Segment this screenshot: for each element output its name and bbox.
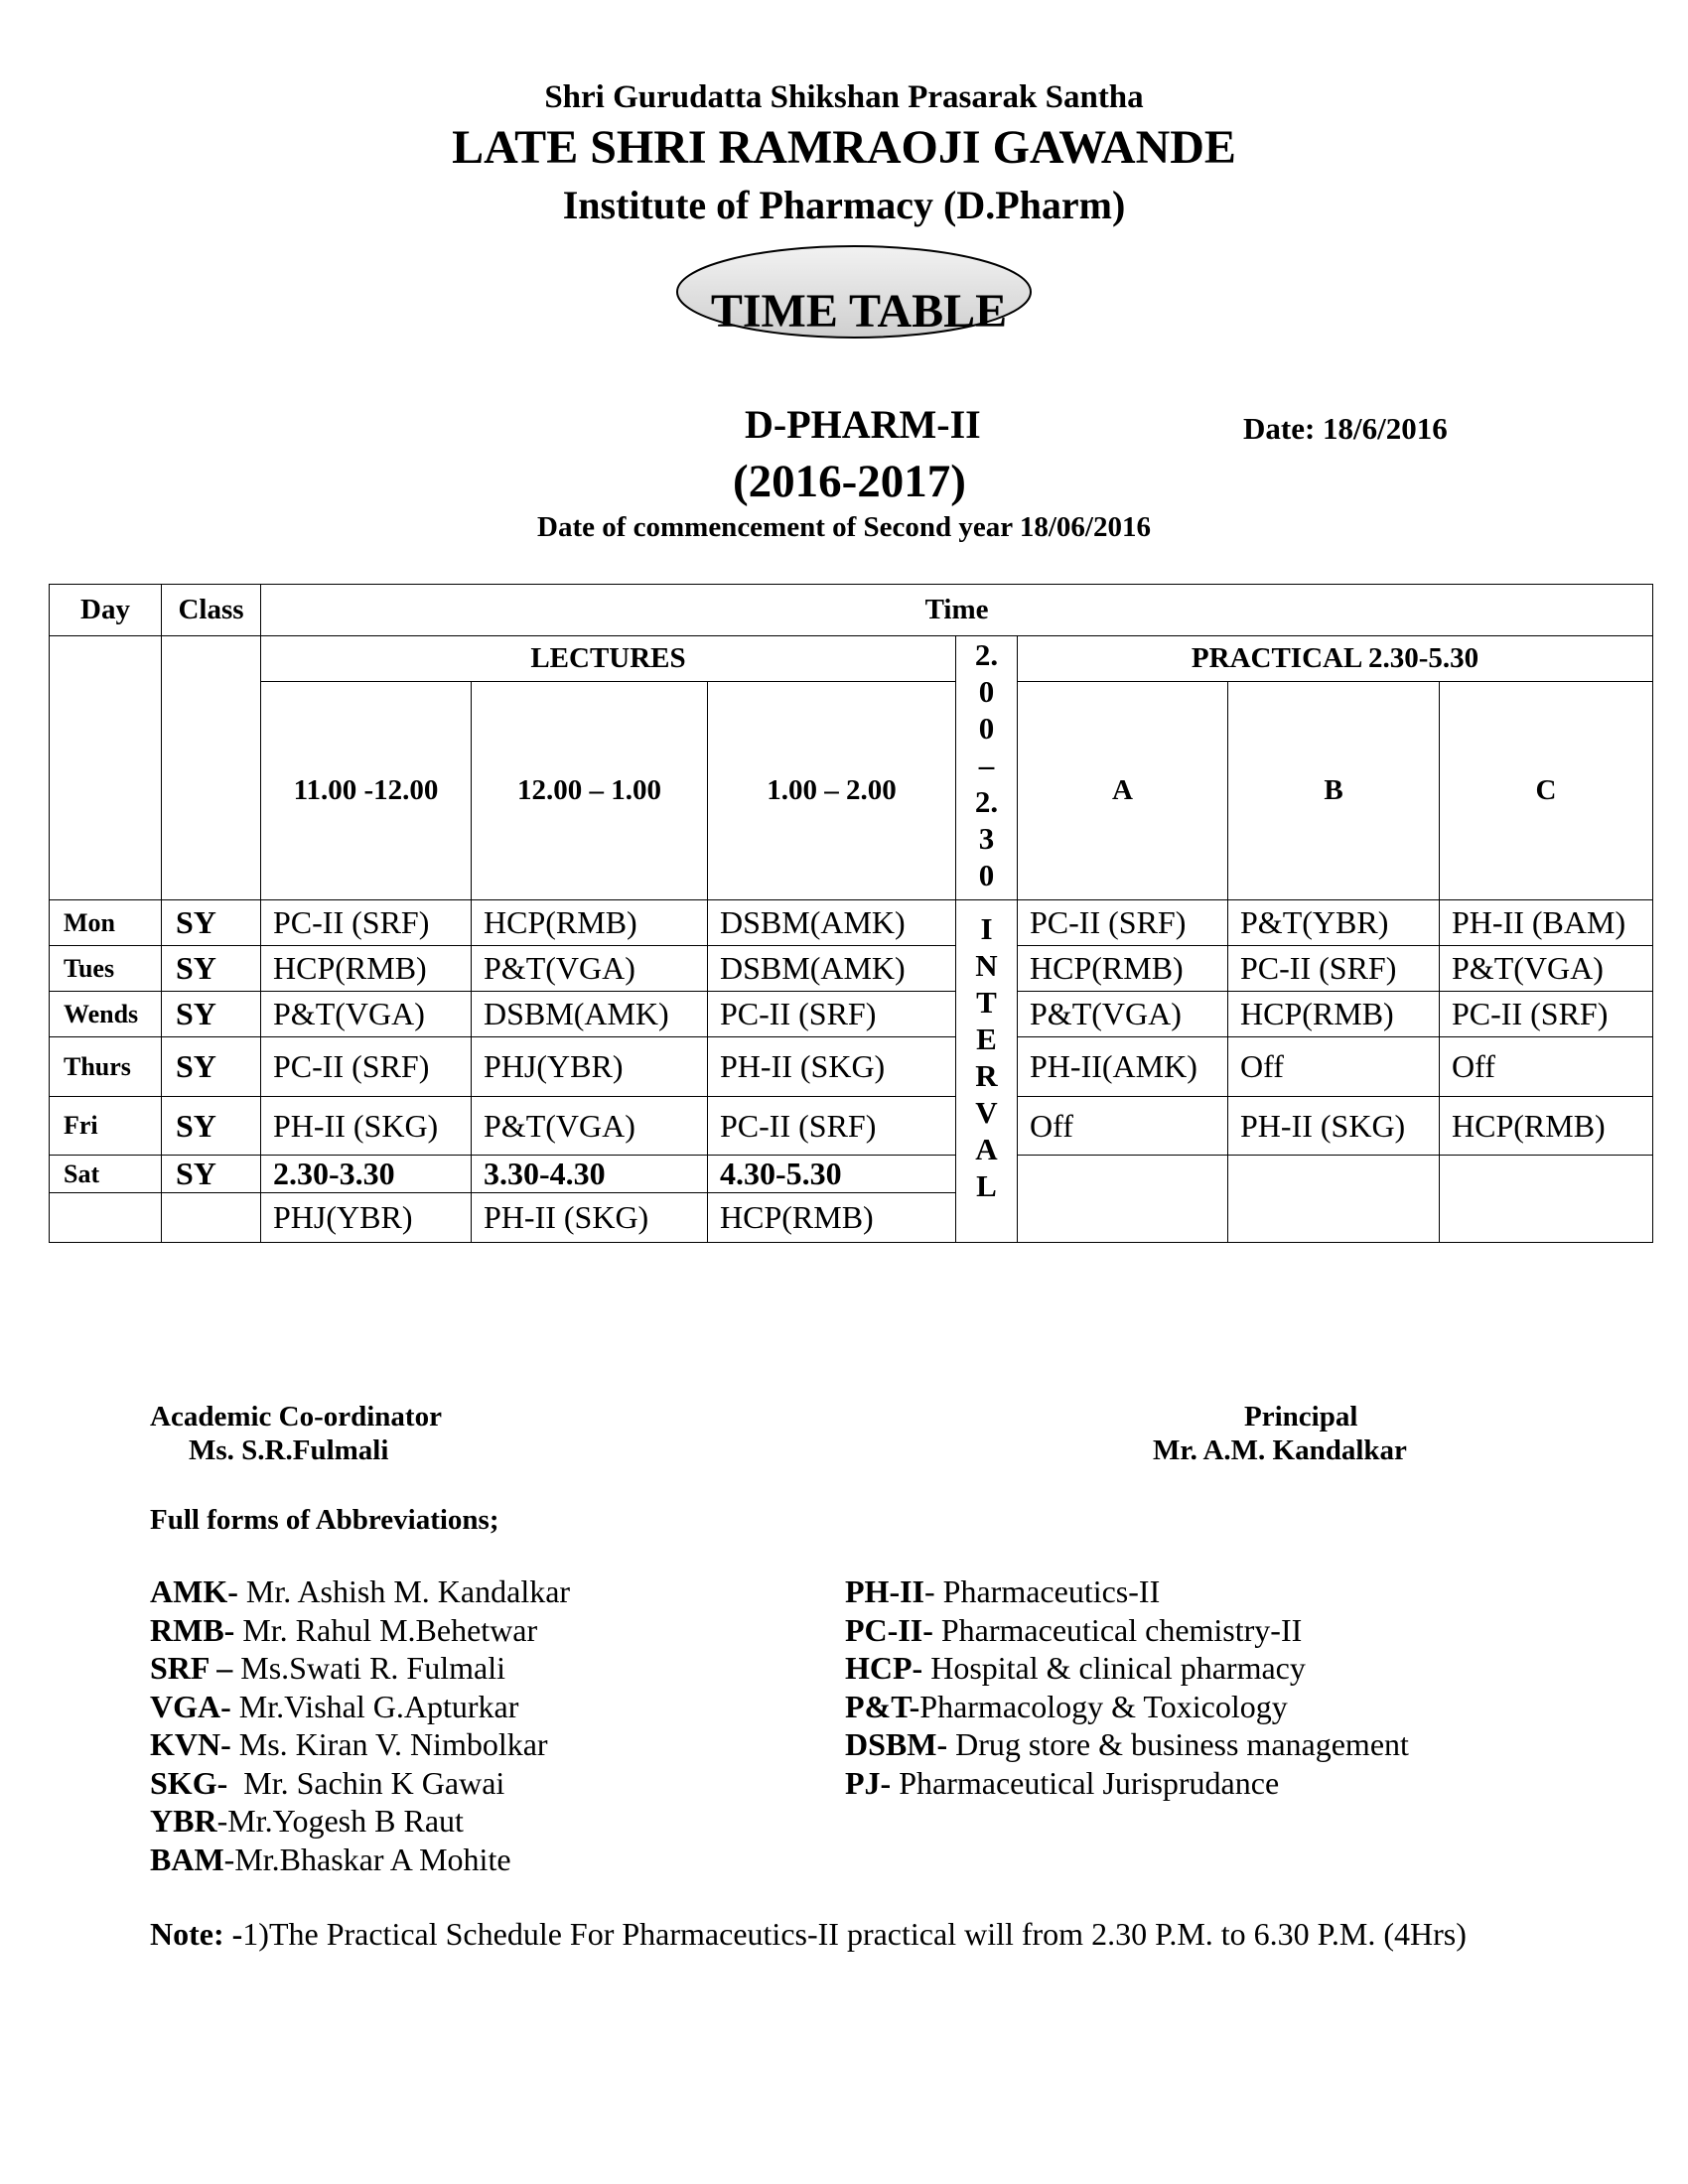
organization-name: Shri Gurudatta Shikshan Prasarak Santha bbox=[544, 79, 1144, 115]
practical-batch-c: C bbox=[1440, 682, 1653, 900]
interval-time-char: 0 bbox=[978, 711, 995, 746]
abbreviation-code: KVN- bbox=[150, 1726, 231, 1762]
abbreviation-separator bbox=[933, 1612, 941, 1648]
abbreviation-item bbox=[150, 1688, 570, 1726]
empty-practical-cell bbox=[1440, 1156, 1653, 1243]
abbreviation-full: -Mr.Bhaskar A Mohite bbox=[223, 1841, 511, 1877]
course-name: D-PHARM-II bbox=[745, 402, 981, 447]
abbreviation-code: DSBM- bbox=[845, 1726, 948, 1762]
practical-cell: Off bbox=[1440, 1037, 1653, 1097]
abbreviation-item bbox=[845, 1725, 1409, 1764]
note-label: Note: - bbox=[150, 1916, 243, 1952]
lecture-cell: PHJ(YBR) bbox=[261, 1193, 472, 1243]
abbreviation-full: Mr. Rahul M.Behetwar bbox=[242, 1611, 538, 1648]
abbreviation-code: PC-II- bbox=[845, 1611, 933, 1648]
class-cell: SY bbox=[162, 1156, 261, 1193]
abbreviation-separator bbox=[947, 1726, 955, 1762]
interval-char: V bbox=[975, 1095, 998, 1130]
timetable bbox=[49, 584, 1653, 1243]
day-cell: Wends bbox=[50, 992, 162, 1037]
abbreviation-code: PH-II bbox=[845, 1573, 924, 1609]
abbreviation-separator bbox=[231, 1726, 239, 1762]
abbreviation-full: Pharmaceutical chemistry-II bbox=[940, 1611, 1303, 1648]
table-row-saturday bbox=[50, 1156, 1653, 1193]
lecture-slot-3: 1.00 – 2.00 bbox=[708, 682, 956, 900]
note-text: 1)The Practical Schedule For Pharmaceutics-II practical will from 2.30 P.M. to 6.30 P.M. (4Hrs) bbox=[242, 1916, 1467, 1952]
header-day: Day bbox=[50, 585, 162, 636]
abbreviation-item bbox=[845, 1572, 1409, 1611]
practical-cell: P&T(VGA) bbox=[1440, 946, 1653, 992]
abbreviation-item bbox=[845, 1688, 1409, 1726]
abbreviation-code: YBR bbox=[150, 1803, 217, 1839]
practical-cell: PC-II (SRF) bbox=[1228, 946, 1440, 992]
practical-cell: P&T(YBR) bbox=[1228, 900, 1440, 946]
abbreviation-item bbox=[150, 1764, 570, 1803]
lecture-cell: HCP(RMB) bbox=[708, 1193, 956, 1243]
table-row bbox=[50, 1037, 1653, 1097]
institute-subtitle: Institute of Pharmacy (D.Pharm) bbox=[562, 183, 1126, 227]
abbreviation-item bbox=[150, 1572, 570, 1611]
abbreviation-code: PJ- bbox=[845, 1764, 892, 1801]
abbreviation-separator bbox=[227, 1765, 243, 1801]
commencement-date: Date of commencement of Second year 18/06/2016 bbox=[537, 511, 1151, 543]
abbreviation-full: -Mr.Yogesh B Raut bbox=[216, 1803, 464, 1839]
subject-abbreviations bbox=[845, 1572, 1409, 1802]
abbreviation-item bbox=[845, 1611, 1409, 1650]
empty-class-cell bbox=[162, 1193, 261, 1243]
practical-cell: HCP(RMB) bbox=[1228, 992, 1440, 1037]
interval-char: L bbox=[976, 1168, 997, 1203]
lecture-cell: P&T(VGA) bbox=[472, 946, 708, 992]
abbreviation-full: Mr.Vishal G.Apturkar bbox=[238, 1688, 519, 1724]
abbreviation-code: RMB- bbox=[150, 1611, 235, 1648]
abbreviation-full: Hospital & clinical pharmacy bbox=[930, 1650, 1306, 1686]
interval-char: A bbox=[975, 1132, 998, 1166]
coordinator-title: Academic Co-ordinator bbox=[150, 1401, 442, 1433]
saturday-time-cell: 2.30-3.30 bbox=[261, 1156, 472, 1193]
practical-cell: HCP(RMB) bbox=[1440, 1097, 1653, 1156]
practical-cell: Off bbox=[1018, 1097, 1228, 1156]
saturday-time-cell: 3.30-4.30 bbox=[472, 1156, 708, 1193]
practical-cell: P&T(VGA) bbox=[1018, 992, 1228, 1037]
table-row bbox=[50, 1097, 1653, 1156]
abbreviation-item bbox=[845, 1649, 1409, 1688]
header-class-spacer bbox=[162, 636, 261, 900]
class-cell: SY bbox=[162, 900, 261, 946]
lecture-slot-2: 12.00 – 1.00 bbox=[472, 682, 708, 900]
class-cell: SY bbox=[162, 1097, 261, 1156]
principal-name: Mr. A.M. Kandalkar bbox=[1153, 1434, 1407, 1466]
abbreviation-item bbox=[845, 1764, 1409, 1803]
lecture-cell: PHJ(YBR) bbox=[472, 1037, 708, 1097]
interval-time-char: 2. bbox=[974, 637, 999, 672]
interval-time-char: 2. bbox=[974, 784, 999, 819]
abbreviation-code: SRF – bbox=[150, 1650, 233, 1686]
note bbox=[150, 1916, 1467, 1953]
practical-cell: PH-II (SKG) bbox=[1228, 1097, 1440, 1156]
coordinator-name: Ms. S.R.Fulmali bbox=[189, 1434, 389, 1466]
interval-char: R bbox=[975, 1058, 998, 1093]
abbreviation-item bbox=[150, 1649, 570, 1688]
lecture-cell: PC-II (SRF) bbox=[261, 900, 472, 946]
abbreviation-separator bbox=[922, 1650, 930, 1686]
abbreviation-full: Mr. Ashish M. Kandalkar bbox=[245, 1573, 571, 1609]
empty-day-cell bbox=[50, 1193, 162, 1243]
class-cell: SY bbox=[162, 992, 261, 1037]
faculty-abbreviations bbox=[150, 1572, 570, 1878]
abbreviation-full: Drug store & business management bbox=[955, 1726, 1409, 1762]
lecture-cell: PH-II (SKG) bbox=[472, 1193, 708, 1243]
header-time: Time bbox=[261, 585, 1653, 636]
table-row bbox=[50, 900, 1653, 946]
abbreviation-full: Pharmacology & Toxicology bbox=[919, 1688, 1288, 1724]
header-class: Class bbox=[162, 585, 261, 636]
practical-cell: PH-II(AMK) bbox=[1018, 1037, 1228, 1097]
interval-char: N bbox=[975, 948, 998, 983]
lecture-cell: DSBM(AMK) bbox=[708, 900, 956, 946]
academic-session: (2016-2017) bbox=[733, 456, 966, 507]
abbreviation-item bbox=[150, 1725, 570, 1764]
day-cell: Tues bbox=[50, 946, 162, 992]
day-cell: Thurs bbox=[50, 1037, 162, 1097]
lecture-cell: PC-II (SRF) bbox=[708, 992, 956, 1037]
abbreviation-code: P&T- bbox=[845, 1688, 920, 1724]
lecture-cell: HCP(RMB) bbox=[261, 946, 472, 992]
saturday-time-cell: 4.30-5.30 bbox=[708, 1156, 956, 1193]
abbreviation-full: Mr. Sachin K Gawai bbox=[243, 1764, 505, 1801]
practical-cell: PC-II (SRF) bbox=[1018, 900, 1228, 946]
lecture-cell: PH-II (SKG) bbox=[708, 1037, 956, 1097]
abbreviation-separator bbox=[231, 1689, 239, 1724]
document-date: Date: 18/6/2016 bbox=[1243, 411, 1448, 446]
interval-time-char: – bbox=[978, 748, 995, 782]
abbreviation-item bbox=[150, 1841, 570, 1879]
day-cell: Mon bbox=[50, 900, 162, 946]
abbreviation-separator bbox=[891, 1765, 899, 1801]
practical-batch-b: B bbox=[1228, 682, 1440, 900]
lecture-cell: DSBM(AMK) bbox=[472, 992, 708, 1037]
institute-name: LATE SHRI RAMRAOJI GAWANDE bbox=[452, 121, 1236, 174]
table-row bbox=[50, 946, 1653, 992]
abbreviation-full: - Pharmaceutics-II bbox=[924, 1573, 1161, 1609]
abbreviation-code: VGA- bbox=[150, 1688, 231, 1724]
principal-title: Principal bbox=[1244, 1401, 1358, 1433]
practical-cell: HCP(RMB) bbox=[1018, 946, 1228, 992]
abbreviation-full: Ms.Swati R. Fulmali bbox=[240, 1650, 505, 1686]
abbreviation-full: Pharmaceutical Jurisprudance bbox=[899, 1764, 1280, 1801]
practical-cell: Off bbox=[1228, 1037, 1440, 1097]
abbreviation-code: AMK- bbox=[150, 1573, 238, 1609]
class-cell: SY bbox=[162, 946, 261, 992]
empty-practical-cell bbox=[1018, 1156, 1228, 1243]
header-practical: PRACTICAL 2.30-5.30 bbox=[1018, 636, 1653, 682]
interval-char: E bbox=[976, 1022, 997, 1056]
class-cell: SY bbox=[162, 1037, 261, 1097]
lecture-cell: HCP(RMB) bbox=[472, 900, 708, 946]
interval-time bbox=[956, 636, 1017, 893]
lecture-cell: PC-II (SRF) bbox=[708, 1097, 956, 1156]
abbreviations-heading: Full forms of Abbreviations; bbox=[150, 1504, 499, 1536]
abbreviation-full: Ms. Kiran V. Nimbolkar bbox=[238, 1726, 548, 1762]
interval-time-cell bbox=[956, 636, 1018, 900]
interval-time-char: 3 bbox=[978, 821, 995, 856]
day-cell: Fri bbox=[50, 1097, 162, 1156]
abbreviation-separator bbox=[238, 1573, 246, 1609]
header-lectures: LECTURES bbox=[261, 636, 956, 682]
abbreviation-code: BAM bbox=[150, 1841, 224, 1877]
document-title: TIME TABLE bbox=[710, 285, 1008, 338]
table-row bbox=[50, 992, 1653, 1037]
interval-cell bbox=[956, 900, 1018, 1243]
interval-char: T bbox=[976, 985, 997, 1020]
lecture-cell: P&T(VGA) bbox=[472, 1097, 708, 1156]
lecture-cell: PH-II (SKG) bbox=[261, 1097, 472, 1156]
lecture-slot-1: 11.00 -12.00 bbox=[261, 682, 472, 900]
abbreviation-item bbox=[150, 1802, 570, 1841]
day-cell: Sat bbox=[50, 1156, 162, 1193]
abbreviation-code: HCP- bbox=[845, 1650, 923, 1686]
practical-batch-a: A bbox=[1018, 682, 1228, 900]
lecture-cell: DSBM(AMK) bbox=[708, 946, 956, 992]
practical-cell: PH-II (BAM) bbox=[1440, 900, 1653, 946]
header-day-spacer bbox=[50, 636, 162, 900]
interval-char: I bbox=[980, 911, 993, 946]
empty-practical-cell bbox=[1228, 1156, 1440, 1243]
practical-cell: PC-II (SRF) bbox=[1440, 992, 1653, 1037]
lecture-cell: P&T(VGA) bbox=[261, 992, 472, 1037]
abbreviation-item bbox=[150, 1611, 570, 1650]
abbreviation-code: SKG- bbox=[150, 1764, 228, 1801]
interval-time-char: 0 bbox=[978, 858, 995, 892]
interval-time-char: 0 bbox=[978, 674, 995, 709]
lecture-cell: PC-II (SRF) bbox=[261, 1037, 472, 1097]
